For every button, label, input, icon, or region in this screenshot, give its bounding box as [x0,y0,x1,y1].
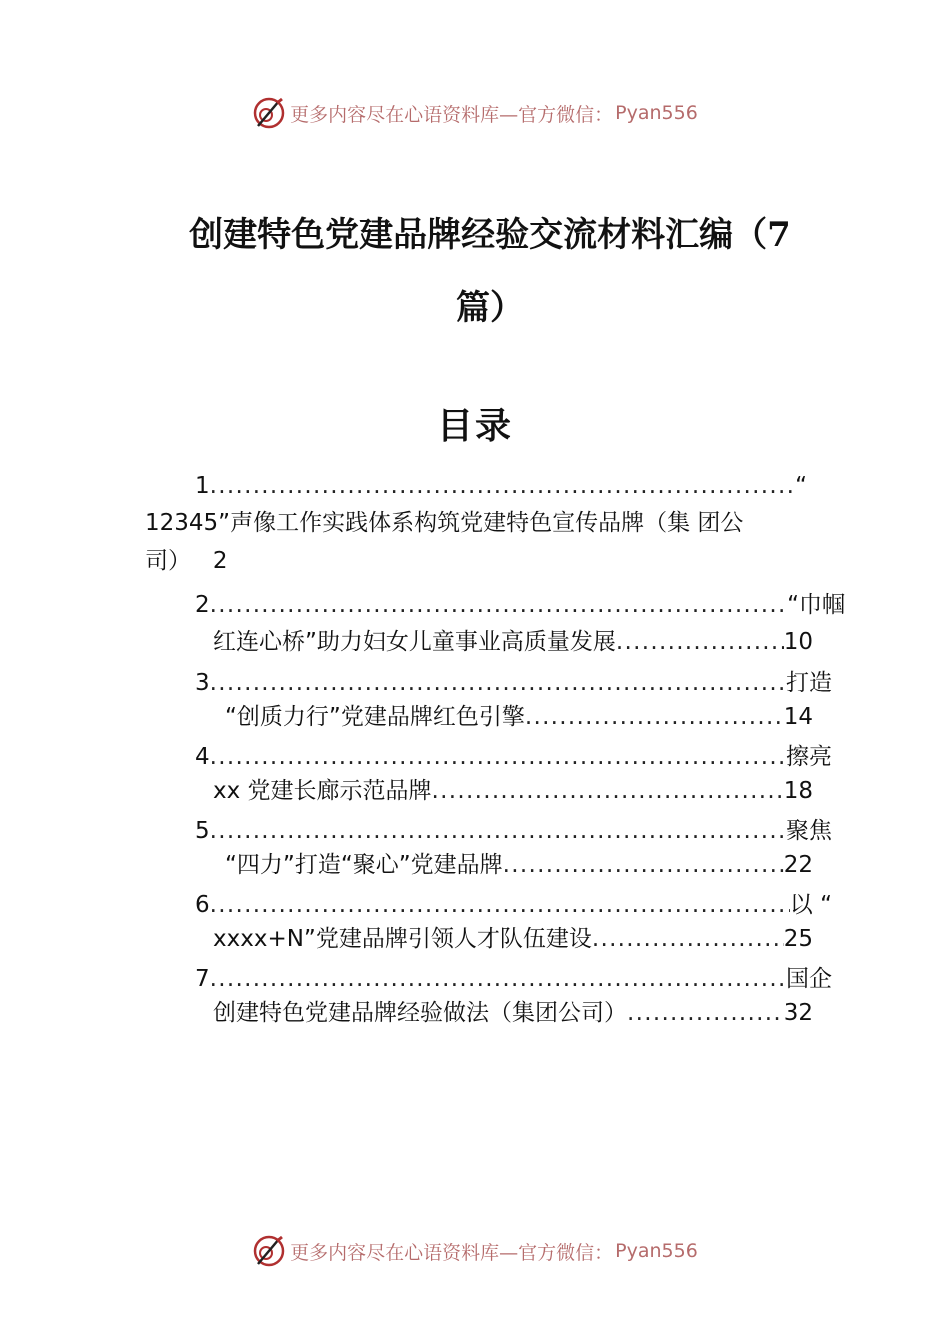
toc-entry-7-title-line[interactable] [213,998,813,1028]
toc-entry-number: 1 [195,473,210,499]
toc-entry-number: 5 [195,818,210,844]
toc-entry-title: 红连心桥”助力妇女儿童事业高质量发展 [213,629,616,655]
toc-entry-6-title-line[interactable] [213,924,813,954]
pen-logo-icon [252,96,286,130]
toc-entry-lead-tail: 打造 [786,670,832,696]
toc-entry-5-title-line[interactable] [225,850,813,880]
toc-dot-leader [210,816,786,846]
toc-dot-leader [525,702,784,732]
toc-entry-lead-tail: 聚焦 [786,818,832,844]
toc-entry-number: 4 [195,744,210,770]
toc-dot-leader [210,590,787,620]
toc-dot-leader [210,668,786,698]
toc-entry-number: 3 [195,670,210,696]
toc-entry-2-title-line[interactable] [213,627,813,657]
toc-dot-leader [627,998,784,1028]
watermark-text: 更多内容尽在心语资料库—官方微信： [290,103,614,126]
toc-dot-leader [210,471,795,501]
toc-entry-title: “创质力行”党建品牌红色引擎 [225,704,525,730]
toc-entry-page: 18 [783,778,813,804]
toc-entry-2-lead[interactable] [195,590,845,620]
toc-entry-4-lead[interactable] [195,742,832,772]
toc-dot-leader [210,742,786,772]
toc-entry-4-title-line[interactable] [213,776,813,806]
toc-entry-1-title[interactable]: 12345”声像工作实践体系构筑党建特色宣传品牌（集 团公 [145,510,744,536]
toc-dot-leader [210,964,786,994]
toc-entry-lead-tail: 国企 [786,966,832,992]
pen-logo-icon [252,1234,286,1268]
toc-entry-3-lead[interactable] [195,668,832,698]
toc-dot-leader [592,924,784,954]
watermark-wechat-id: Pyan556 [615,1240,698,1262]
toc-entry-page: 22 [783,852,813,878]
toc-entry-page: 32 [783,1000,813,1026]
toc-entry-title: xx 党建长廊示范品牌 [213,778,432,804]
toc-entry-7-lead[interactable] [195,964,832,994]
footer-watermark [0,1234,950,1268]
watermark-wechat-id: Pyan556 [615,102,698,124]
toc-heading: 目录 [436,405,513,447]
toc-entry-title: “四力”打造“聚心”党建品牌 [225,852,503,878]
toc-entry-number: 6 [195,892,210,918]
toc-entry-lead-tail: “ [795,473,807,499]
toc-entry-page: 14 [783,704,813,730]
toc-entry-page: 10 [783,629,813,655]
toc-entry-1-lead[interactable] [195,471,807,501]
toc-entry-5-lead[interactable] [195,816,832,846]
toc-dot-leader [616,627,784,657]
toc-entry-lead-tail: 擦亮 [786,744,832,770]
toc-entry-page: 25 [783,926,813,952]
watermark-text: 更多内容尽在心语资料库—官方微信： [290,1241,614,1264]
toc-entry-1-page[interactable]: 司） 2 [145,548,228,574]
toc-dot-leader [432,776,784,806]
toc-entry-6-lead[interactable] [195,890,832,920]
toc-entry-lead-tail: “巾帼 [787,592,845,618]
toc-entry-number: 7 [195,966,210,992]
toc-entry-title: 创建特色党建品牌经验做法（集团公司） [213,1000,627,1026]
document-title-line-1: 创建特色党建品牌经验交流材料汇编（7 [189,215,791,255]
toc-entry-title: xxxx+N”党建品牌引领人才队伍建设 [213,926,592,952]
toc-dot-leader [503,850,784,880]
document-title-line-2: 篇） [456,288,524,328]
toc-entry-number: 2 [195,592,210,618]
header-watermark [0,96,950,130]
toc-dot-leader [210,890,790,920]
toc-entry-lead-tail: 以 “ [789,892,832,918]
toc-entry-3-title-line[interactable] [225,702,813,732]
